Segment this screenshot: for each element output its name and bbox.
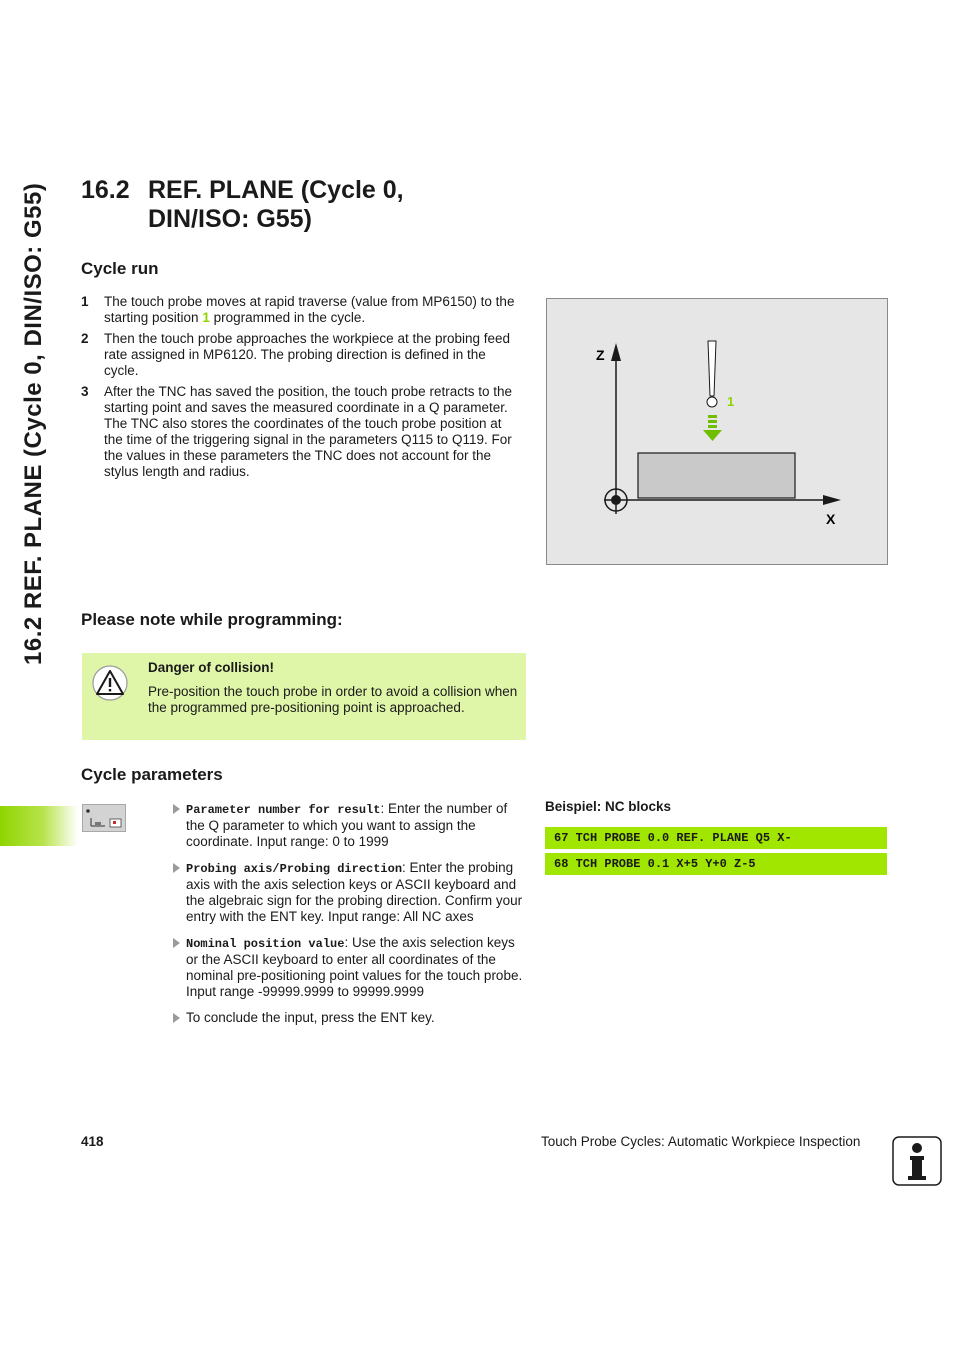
example-label: Beispiel: NC blocks <box>545 799 672 814</box>
nc-block-line: 67 TCH PROBE 0.0 REF. PLANE Q5 X- <box>545 827 887 849</box>
footer-chapter-title: Touch Probe Cycles: Automatic Workpiece Inspection <box>541 1134 861 1149</box>
datum-dot <box>611 495 621 505</box>
parameter-desc: To conclude the input, press the ENT key. <box>186 1010 435 1025</box>
cycle-run-steps <box>81 294 523 485</box>
side-chapter-title <box>20 182 50 665</box>
probe-ball <box>707 397 717 407</box>
step-text-part: The touch probe moves at rapid traverse (value from MP6150) to the starting position <box>104 294 515 325</box>
z-axis-label: Z <box>596 347 605 363</box>
bullet-arrow-icon <box>173 863 180 873</box>
cycle-run-heading: Cycle run <box>81 259 159 278</box>
warning-box <box>82 653 526 740</box>
note-heading: Please note while programming: <box>81 610 343 629</box>
z-axis-arrow <box>611 343 621 361</box>
warning-text: Pre-position the touch probe in order to avoid a collision when the programmed pre-positioning point is approached. <box>148 684 518 715</box>
section-heading <box>81 176 404 234</box>
position-ref: 1 <box>202 310 210 325</box>
warning-triangle-icon <box>92 665 128 701</box>
parameter-item <box>172 935 524 1000</box>
step-number: 2 <box>81 331 89 346</box>
section-number: 16.2 <box>81 176 130 204</box>
parameter-name: Nominal position value <box>186 937 345 951</box>
warning-title: Danger of collision! <box>148 660 275 675</box>
bullet-arrow-icon <box>173 938 180 948</box>
bullet-arrow-icon <box>173 1013 180 1023</box>
step-text: After the TNC has saved the position, the touch probe retracts to the starting point and saves the measured coordinate in a Q parameter. The TNC also stores the coordinates of the touch probe position at the time of the triggering signal in the parameters Q115 to Q119. For the values in these parameters the TNC does not account for the stylus length and radius. <box>104 384 512 479</box>
ref-plane-softkey-icon <box>82 804 126 832</box>
probe-diagram <box>547 299 887 564</box>
x-axis-arrow <box>823 495 841 505</box>
section-title-line1: REF. PLANE (Cycle 0, <box>148 176 404 204</box>
step-text: Then the touch probe approaches the workpiece at the probing feed rate assigned in MP6120. The probing direction is defined in the cycle. <box>104 331 511 378</box>
parameter-desc: : Use the axis selection keys or the ASCII keyboard to enter all coordinates of the nominal pre-positioning point values for the touch probe. Input range -99999.9999 to 99999.9999 <box>186 935 523 999</box>
start-position-label: 1 <box>727 394 735 409</box>
step-item <box>81 294 523 326</box>
page-number: 418 <box>81 1134 104 1149</box>
step-item <box>81 331 523 379</box>
step-text <box>104 294 523 326</box>
parameter-item <box>172 801 524 850</box>
x-axis-label: X <box>826 511 836 527</box>
step-number: 1 <box>81 294 89 309</box>
side-chapter-title-text: 16.2 REF. PLANE (Cycle 0, DIN/ISO: G55) <box>20 182 47 665</box>
probe-stylus <box>708 341 716 396</box>
parameter-list <box>172 801 524 1036</box>
parameter-name: Parameter number for result <box>186 803 381 817</box>
parameter-name: Probing axis/Probing direction <box>186 862 403 876</box>
cycle-illustration <box>546 298 888 565</box>
step-text-part: programmed in the cycle. <box>209 310 366 325</box>
info-icon <box>892 1136 942 1186</box>
probing-direction-arrow <box>703 415 722 441</box>
chapter-tab-marker <box>0 806 78 846</box>
parameter-item <box>172 1010 524 1026</box>
parameter-desc: : Enter the number of the Q parameter to which you want to assign the coordinate. Input range: 0 to 1999 <box>186 801 508 849</box>
parameter-item <box>172 860 524 925</box>
workpiece-block <box>638 453 795 498</box>
step-number: 3 <box>81 384 89 399</box>
parameter-desc: : Enter the probing axis with the axis selection keys or ASCII keyboard and the algebraic sign for the probing direction. Confirm your entry with the ENT key. Input range: All NC axes <box>186 860 523 924</box>
cycle-parameters-heading: Cycle parameters <box>81 765 223 784</box>
step-item <box>81 384 523 480</box>
section-title-line2: DIN/ISO: G55) <box>148 205 312 233</box>
nc-block-line: 68 TCH PROBE 0.1 X+5 Y+0 Z-5 <box>545 853 887 875</box>
bullet-arrow-icon <box>173 804 180 814</box>
